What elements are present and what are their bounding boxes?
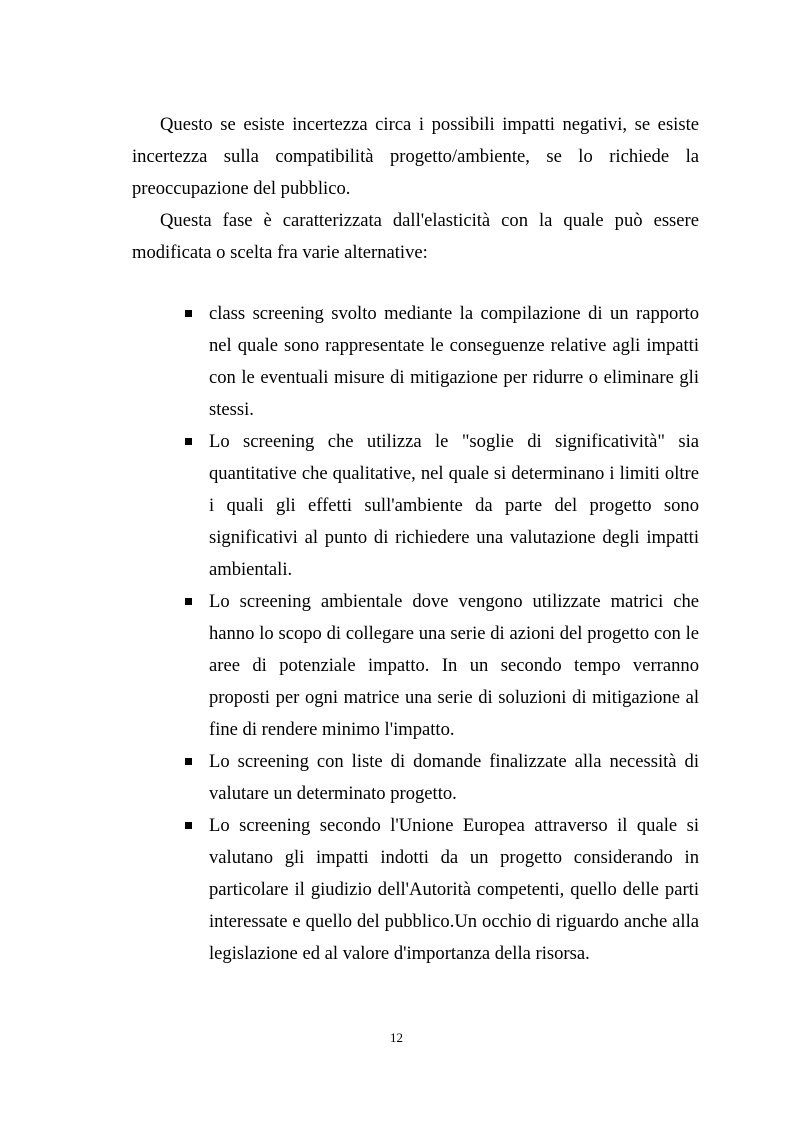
list-item — [132, 586, 699, 746]
list-item — [132, 746, 699, 810]
list-item-text: Lo screening che utilizza le "soglie di significatività" sia quantitative che qualitative, nel quale si determinano i limiti oltre i quali gli effetti sull'ambiente da parte del progetto sono significativi al punto di richiedere una valutazione degli impatti ambientali. — [209, 431, 699, 580]
list-item-text: class screening svolto mediante la compilazione di un rapporto nel quale sono rappresentate le conseguenze relative agli impatti con le eventuali misure di mitigazione per ridurre o eliminare gli stessi. — [209, 303, 699, 420]
list-item-text: Lo screening ambientale dove vengono utilizzate matrici che hanno lo scopo di collegare una serie di azioni del progetto con le aree di potenziale impatto. In un secondo tempo verranno proposti per ogni matrice una serie di soluzioni di mitigazione al fine di rendere minimo l'impatto. — [209, 591, 699, 740]
document-body — [132, 109, 699, 970]
square-bullet-icon — [185, 310, 192, 317]
screening-list — [132, 298, 699, 970]
square-bullet-icon — [185, 438, 192, 445]
list-item — [132, 810, 699, 970]
list-item-text: Lo screening secondo l'Unione Europea attraverso il quale si valutano gli impatti indotti da un progetto considerando in particolare il giudizio dell'Autorità competenti, quello delle parti interessate e quello del pubblico.Un occhio di riguardo anche alla legislazione ed al valore d'importanza della risorsa. — [209, 815, 699, 964]
square-bullet-icon — [185, 598, 192, 605]
list-item — [132, 298, 699, 426]
list-item — [132, 426, 699, 586]
paragraph-phase: Questa fase è caratterizzata dall'elasticità con la quale può essere modificata o scelta fra varie alternative: — [132, 210, 699, 263]
list-item-text: Lo screening con liste di domande finalizzate alla necessità di valutare un determinato progetto. — [209, 751, 699, 804]
square-bullet-icon — [185, 822, 192, 829]
paragraph-intro: Questo se esiste incertezza circa i possibili impatti negativi, se esiste incertezza sulla compatibilità progetto/ambiente, se lo richiede la preoccupazione del pubblico. — [132, 114, 699, 199]
square-bullet-icon — [185, 758, 192, 765]
page-number: 12 — [390, 1030, 403, 1045]
